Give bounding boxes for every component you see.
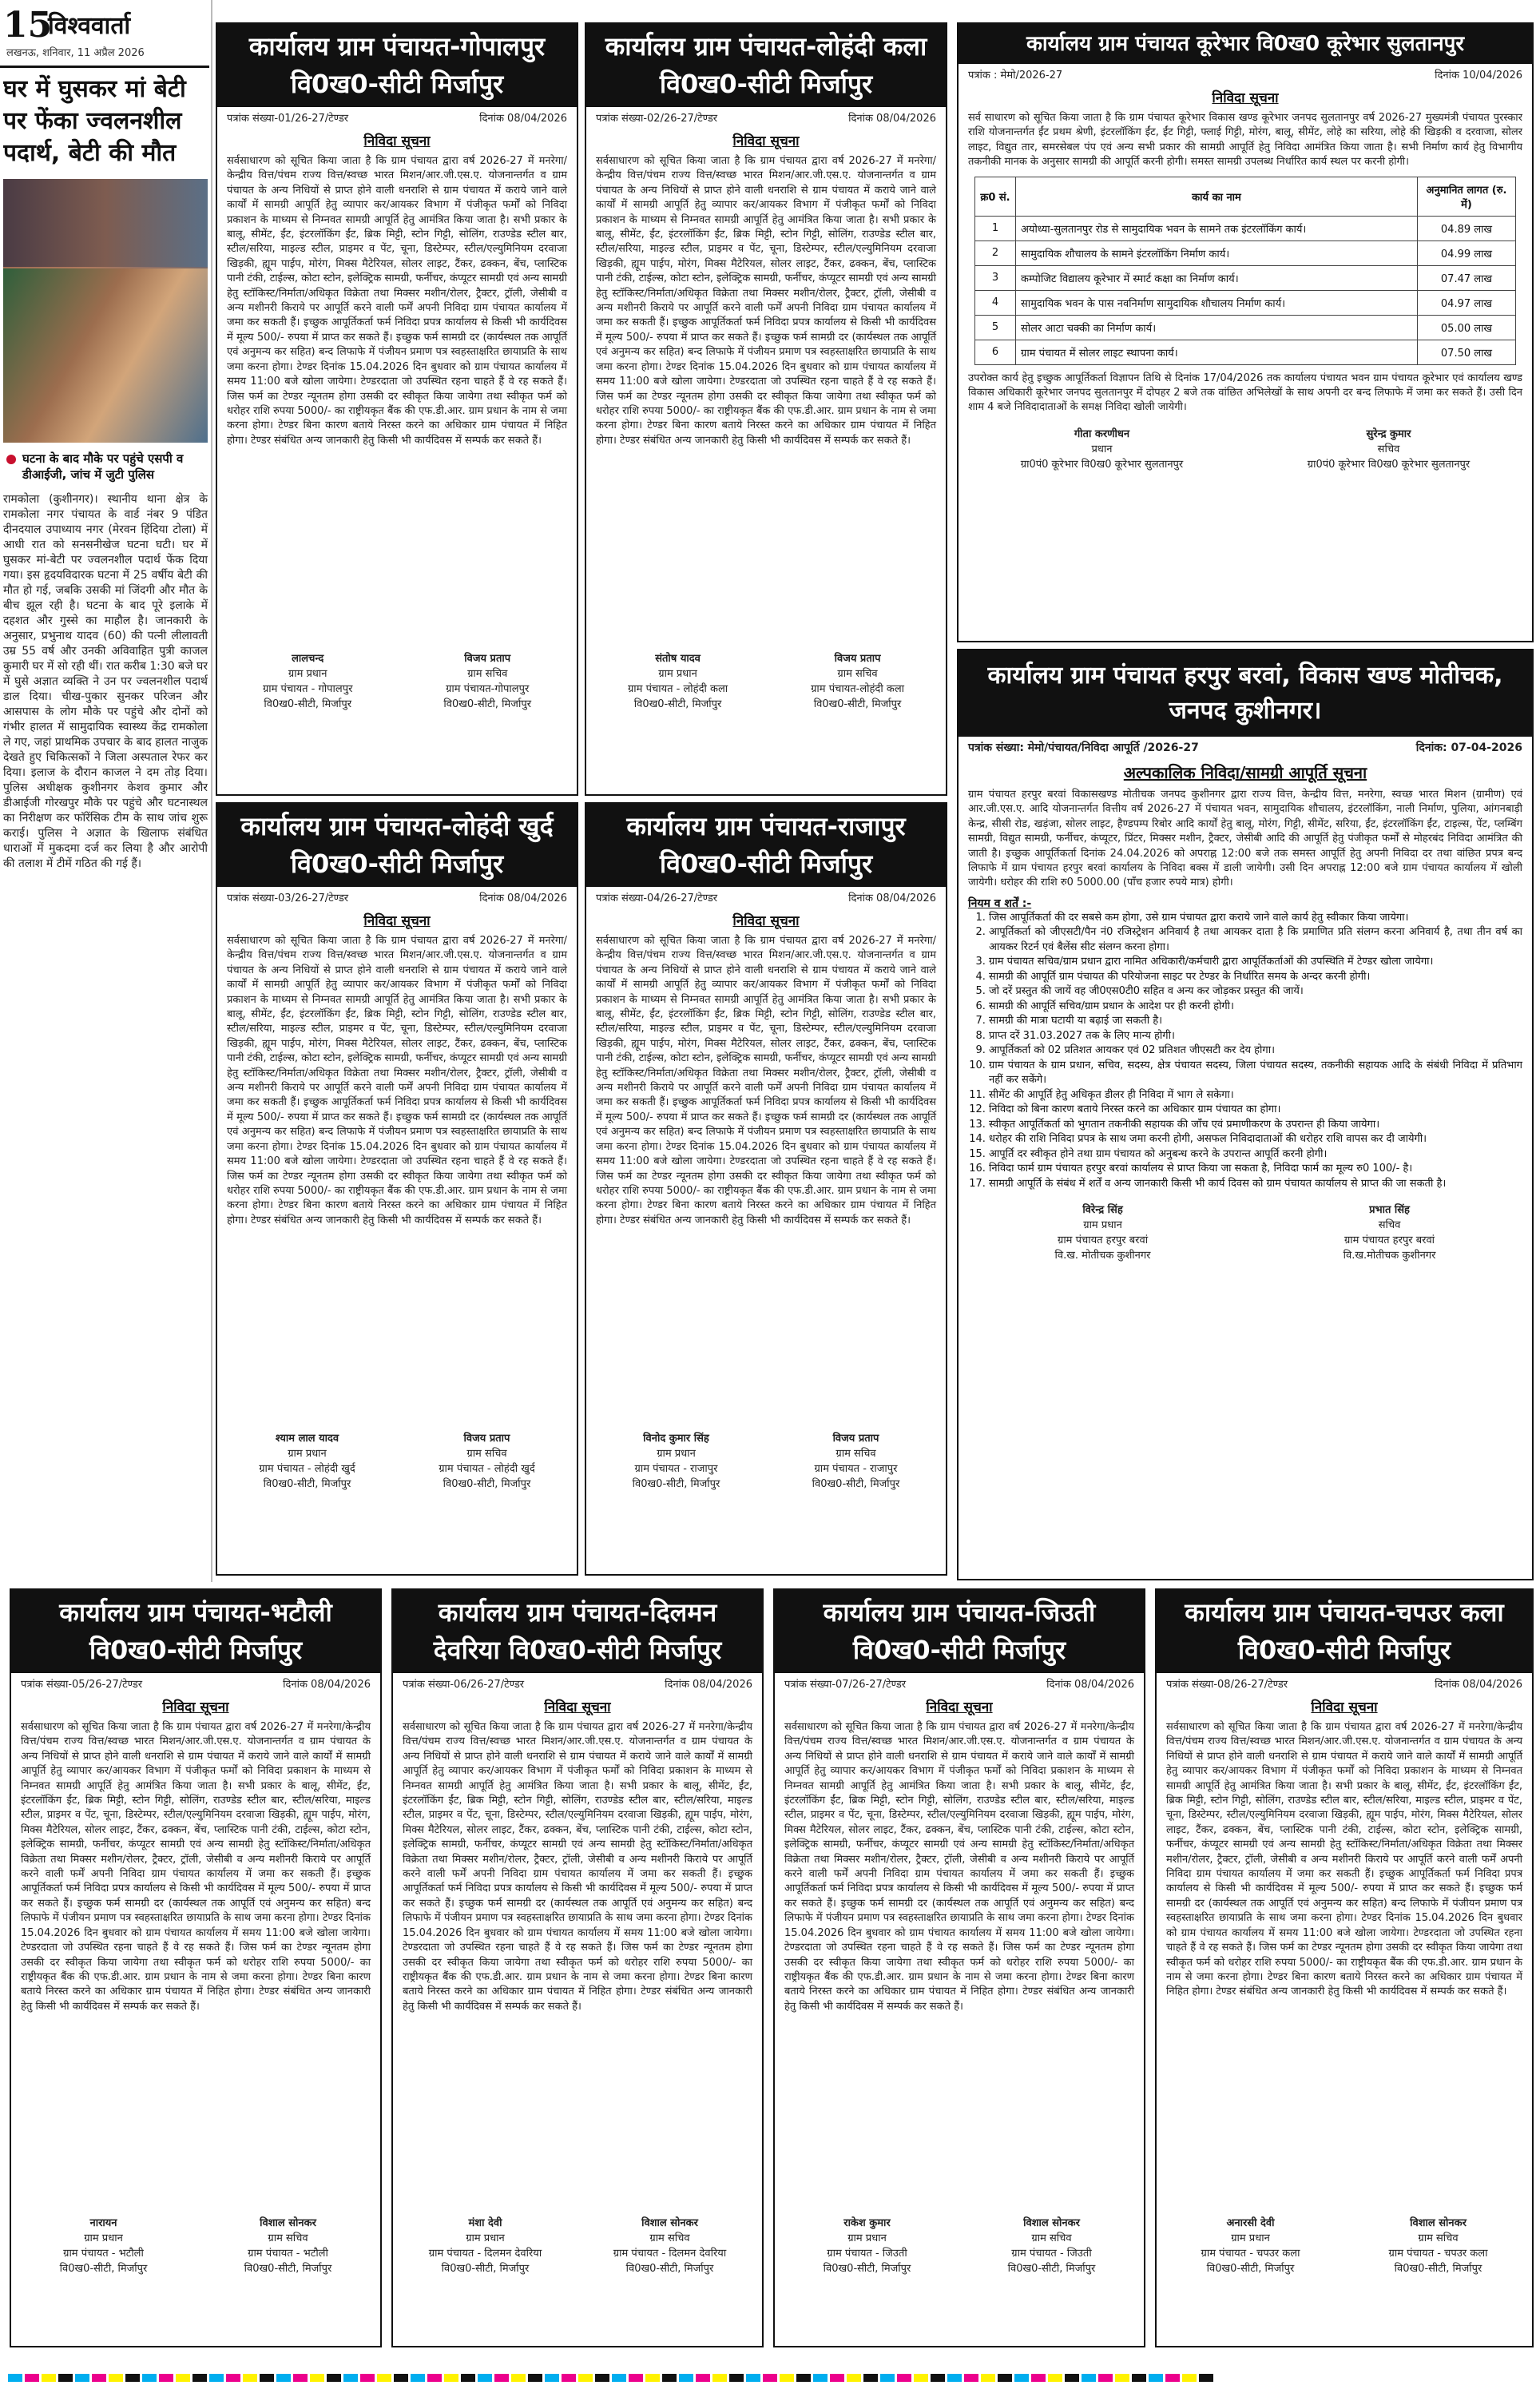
- rule-item: 3. ग्राम पंचायत सचिव/ग्राम प्रधान द्वारा नामित अधिकारी/कर्मचारी द्वारा आपूर्तिकर्ताओं की उपस्थिति में टेण्डर खोला जायेगा।: [989, 955, 1522, 970]
- notice-date: दिनांक 08/04/2026: [479, 113, 567, 125]
- notice-ref: पत्रांक संख्या-05/26-27/टेण्डर: [21, 1679, 143, 1691]
- kurebhar-intro: सर्व साधारण को सूचित किया जाता है कि ग्राम पंचायत कूरेभार विकास खण्ड कूरेभार जनपद सुलतानपुर वर्ष 2026-27 मुख्यमंत्री पंचायत पुरस्कार राशि योजनान्तर्गत ईंट प्रथम श्रेणी, इंटरलॉकिंग ईंट, ईंट गिट्टी, फ्लाई गिट्टी, मोरंग, बालू, सीमेंट, लोहे का सरिया, लोहे की खिड़की व दरवाजा, सोलर लाइट, विद्युत तार, समरसेबल पंप एवं अन्य सभी प्रकार की सामग्री आपूर्ति हेतु निविदा आमंत्रित किया जाता है। सभी निर्माण कार्य हेतु विभागीय तकनीकी मानक के अनुसार सामग्री की आपूर्ति करनी होगी। समस्त सामग्री उपलब्ध निर्धारित कार्य स्थल पर करनी होगी।: [968, 112, 1522, 169]
- color-swatch: [1031, 2374, 1046, 2382]
- color-swatch: [243, 2374, 257, 2382]
- signature-sachiv: विशाल सोनकर ग्राम सचिव ग्राम पंचायत - जिउती वि0ख0-सीटी, मिर्जापुर: [1007, 2217, 1096, 2275]
- notice-subtitle: वि0ख0-सीटी मिर्जापुर: [217, 845, 577, 887]
- harpur-signatures: [959, 1202, 1532, 1263]
- masthead-rule: [0, 66, 209, 68]
- rule-item: 13. स्वीकृत आपूर्तिकर्ता को भुगतान तकनीकी सहायक की जाँच एवं प्रमाणीकरण के उपरान्त ही किया जायेगा।: [989, 1118, 1522, 1133]
- color-swatch: [8, 2374, 22, 2382]
- works-table-row: [975, 265, 1516, 290]
- color-swatch: [696, 2374, 710, 2382]
- notice-signatures: [11, 2216, 380, 2276]
- color-swatch: [746, 2374, 760, 2382]
- notice-date: दिनांक 08/04/2026: [1046, 1679, 1134, 1691]
- estimated-cost: 05.00 लाख: [1418, 315, 1516, 340]
- work-name: सोलर आटा चक्की का निर्माण कार्य।: [1016, 315, 1418, 340]
- lead-photo: [3, 179, 208, 443]
- kurebhar-sub: निविदा सूचना: [1212, 90, 1279, 106]
- notice-body: सर्वसाधारण को सूचित किया जाता है कि ग्राम पंचायत द्वारा वर्ष 2026-27 में मनरेगा/केन्द्रीय वित्त/पंचम राज्य वित्त/स्वच्छ भारत मिशन/आर.जी.एस.ए. योजनान्तर्गत व ग्राम पंचायत के अन्य निधियों से प्राप्त होने वाली धनराशि से ग्राम पंचायत में कराये जाने वाले कार्यों में सामग्री आपूर्ति हेतु व्यापार कर/आयकर विभाग में पंजीकृत फर्मों को निविदा प्रकाशन के माध्यम से निम्नवत सामग्री आपूर्ति हेतु आमंत्रित किया जाता है। सभी प्रकार के बालू, सीमेंट, ईंट, इंटरलॉकिंग ईंट, ब्रिक मिट्टी, स्टोन गिट्टी, सोलिंग, राउण्डेड स्टील बार, स्टील/सरिया, माइल्ड स्टील, प्राइमर व पेंट, चूना, डिस्टेम्पर, स्टील/एल्युमिनियम दरवाजा खिड़की, ह्यूम पाईप, मोरंग, मिक्स मैटेरियल, सोलर लाइट, टैंकर, ढक्कन, बेंच, प्लास्टिक पानी टंकी, टाईल्स, कोटा स्टोन, इलेक्ट्रिक सामग्री, फर्नीचर, कंप्यूटर सामग्री एवं अन्य सामग्री हेतु स्टॉकिस्ट/निर्माता/अधिकृत विक्रेता तथा मिक्सर मशीन/रोलर, ट्रैक्टर, ट्रॉली, जेसीबी व अन्य मशीनरी किराये पर आपूर्ति करने वाली फर्में अपनी निविदा ग्राम पंचायत कार्यालय में जमा कर सकती हैं। इच्छुक आपूर्तिकर्ता फर्म निविदा प्रपत्र कार्यालय से किसी भी कार्यदिवस में मूल्य 500/- रुपया में प्राप्त कर सकते हैं। इच्छुक फर्म सामग्री दर (कार्यस्थल तक आपूर्ति एवं अनुमन्य कर सहित) बन्द लिफाफे में पंजीयन प्रमाण पत्र स्वहस्ताक्षरित छायाप्रति के साथ जमा करना होगा। टेण्डर दिनांक 15.04.2026 दिन बुधवार को ग्राम पंचायत कार्यालय में समय 11:00 बजे खोला जायेगा। टेण्डरदाता जो उपस्थित रहना चाहते हैं वे रह सकते हैं। जिस फर्म का टेण्डर न्यूनतम होगा उसकी दर स्वीकृत किया जायेगा तथा स्वीकृत फर्म को धरोहर राशि रुपया 5000/- का राष्ट्रीयकृत बैंक की एफ.डी.आर. ग्राम प्रधान के नाम से जमा करना होगा। टेण्डर बिना कारण बताये निरस्त करने का अधिकार ग्राम पंचायत में निहित होगा। टेण्डर संबंधित अन्य जानकारी हेतु किसी भी कार्यदिवस में सम्पर्क कर सकते हैं।: [21, 1721, 371, 2013]
- rule-item: 12. निविदा को बिना कारण बताये निरस्त करने का अधिकार ग्राम पंचायत का होगा।: [989, 1103, 1522, 1118]
- notice-ref: पत्रांक संख्या-03/26-27/टेण्डर: [227, 892, 349, 904]
- color-swatch: [192, 2374, 207, 2382]
- harpur-meta: [959, 737, 1532, 758]
- color-swatch: [159, 2374, 173, 2382]
- color-swatch: [327, 2374, 341, 2382]
- signature-sachiv: विशाल सोनकर ग्राम सचिव ग्राम पंचायत - भटौली वि0ख0-सीटी, मिर्जापुर: [244, 2217, 332, 2275]
- photo-caption: घटना के बाद मौके पर पहुंचे एसपी व डीआईजी, जांच में जुटी पुलिस: [22, 451, 184, 482]
- color-swatch: [880, 2374, 895, 2382]
- work-name: ग्राम पंचायत में सोलर लाइट स्थापना कार्य।: [1016, 340, 1418, 364]
- estimated-cost: 07.50 लाख: [1418, 340, 1516, 364]
- color-swatch: [58, 2374, 73, 2382]
- harpur-title: कार्यालय ग्राम पंचायत हरपुर बरवां, विकास खण्ड मोतीचक, जनपद कुशीनगर।: [959, 650, 1532, 737]
- rules-list: [968, 911, 1522, 1192]
- notice-ref: पत्रांक संख्या-06/26-27/टेण्डर: [403, 1679, 525, 1691]
- notice-bhatauli: [10, 1588, 382, 2347]
- notice-body: सर्वसाधारण को सूचित किया जाता है कि ग्राम पंचायत द्वारा वर्ष 2026-27 में मनरेगा/केन्द्रीय वित्त/पंचम राज्य वित्त/स्वच्छ भारत मिशन/आर.जी.एस.ए. योजनान्तर्गत व ग्राम पंचायत के अन्य निधियों से प्राप्त होने वाली धनराशि से ग्राम पंचायत में कराये जाने वाले कार्यों में सामग्री आपूर्ति हेतु व्यापार कर/आयकर विभाग में पंजीकृत फर्मों को निविदा प्रकाशन के माध्यम से निम्नवत सामग्री आपूर्ति हेतु आमंत्रित किया जाता है। सभी प्रकार के बालू, सीमेंट, ईंट, इंटरलॉकिंग ईंट, ब्रिक मिट्टी, स्टोन गिट्टी, सोलिंग, राउण्डेड स्टील बार, स्टील/सरिया, माइल्ड स्टील, प्राइमर व पेंट, चूना, डिस्टेम्पर, स्टील/एल्युमिनियम दरवाजा खिड़की, ह्यूम पाईप, मोरंग, मिक्स मैटेरियल, सोलर लाइट, टैंकर, ढक्कन, बेंच, प्लास्टिक पानी टंकी, टाईल्स, कोटा स्टोन, इलेक्ट्रिक सामग्री, फर्नीचर, कंप्यूटर सामग्री एवं अन्य सामग्री हेतु स्टॉकिस्ट/निर्माता/अधिकृत विक्रेता तथा मिक्सर मशीन/रोलर, ट्रैक्टर, ट्रॉली, जेसीबी व अन्य मशीनरी किराये पर आपूर्ति करने वाली फर्में अपनी निविदा ग्राम पंचायत कार्यालय में जमा कर सकती हैं। इच्छुक आपूर्तिकर्ता फर्म निविदा प्रपत्र कार्यालय से किसी भी कार्यदिवस में मूल्य 500/- रुपया में प्राप्त कर सकते हैं। इच्छुक फर्म सामग्री दर (कार्यस्थल तक आपूर्ति एवं अनुमन्य कर सहित) बन्द लिफाफे में पंजीयन प्रमाण पत्र स्वहस्ताक्षरित छायाप्रति के साथ जमा करना होगा। टेण्डर दिनांक 15.04.2026 दिन बुधवार को ग्राम पंचायत कार्यालय में समय 11:00 बजे खोला जायेगा। टेण्डरदाता जो उपस्थित रहना चाहते हैं वे रह सकते हैं। जिस फर्म का टेण्डर न्यूनतम होगा उसकी दर स्वीकृत किया जायेगा तथा स्वीकृत फर्म को धरोहर राशि रुपया 5000/- का राष्ट्रीयकृत बैंक की एफ.डी.आर. ग्राम प्रधान के नाम से जमा करना होगा। टेण्डर बिना कारण बताये निरस्त करने का अधिकार ग्राम पंचायत में निहित होगा। टेण्डर संबंधित अन्य जानकारी हेतु किसी भी कार्यदिवस में सम्पर्क कर सकते हैं।: [1166, 1721, 1522, 1998]
- signature-sachiv: सुरेन्द्र कुमार सचिव ग्रा0पं0 कूरेभार वि0ख0 कूरेभार सुलतानपुर: [1307, 427, 1471, 471]
- signature-sachiv: विजय प्रताप ग्राम सचिव ग्राम पंचायत - राजापुर वि0ख0-सीटी, मिर्जापुर: [812, 1433, 900, 1490]
- color-swatch: [931, 2374, 945, 2382]
- color-swatch: [780, 2374, 794, 2382]
- notice-signatures: [217, 651, 577, 712]
- color-swatch: [578, 2374, 593, 2382]
- color-swatch: [511, 2374, 526, 2382]
- notice-ref: पत्रांक संख्या-07/26-27/टेण्डर: [784, 1679, 907, 1691]
- signature-pradhan: अनारसी देवी ग्राम प्रधान ग्राम पंचायत - चपउर कला वि0ख0-सीटी, मिर्जापुर: [1201, 2217, 1300, 2275]
- row-number: 4: [975, 290, 1016, 315]
- notice-body: सर्वसाधारण को सूचित किया जाता है कि ग्राम पंचायत द्वारा वर्ष 2026-27 में मनरेगा/केन्द्रीय वित्त/पंचम राज्य वित्त/स्वच्छ भारत मिशन/आर.जी.एस.ए. योजनान्तर्गत व ग्राम पंचायत के अन्य निधियों से प्राप्त होने वाली धनराशि से ग्राम पंचायत में कराये जाने वाले कार्यों में सामग्री आपूर्ति हेतु व्यापार कर/आयकर विभाग में पंजीकृत फर्मों को निविदा प्रकाशन के माध्यम से निम्नवत सामग्री आपूर्ति हेतु आमंत्रित किया जाता है। सभी प्रकार के बालू, सीमेंट, ईंट, इंटरलॉकिंग ईंट, ब्रिक मिट्टी, स्टोन गिट्टी, सोलिंग, राउण्डेड स्टील बार, स्टील/सरिया, माइल्ड स्टील, प्राइमर व पेंट, चूना, डिस्टेम्पर, स्टील/एल्युमिनियम दरवाजा खिड़की, ह्यूम पाईप, मोरंग, मिक्स मैटेरियल, सोलर लाइट, टैंकर, ढक्कन, बेंच, प्लास्टिक पानी टंकी, टाईल्स, कोटा स्टोन, इलेक्ट्रिक सामग्री, फर्नीचर, कंप्यूटर सामग्री एवं अन्य सामग्री हेतु स्टॉकिस्ट/निर्माता/अधिकृत विक्रेता तथा मिक्सर मशीन/रोलर, ट्रैक्टर, ट्रॉली, जेसीबी व अन्य मशीनरी किराये पर आपूर्ति करने वाली फर्में अपनी निविदा ग्राम पंचायत कार्यालय में जमा कर सकती हैं। इच्छुक आपूर्तिकर्ता फर्म निविदा प्रपत्र कार्यालय से किसी भी कार्यदिवस में मूल्य 500/- रुपया में प्राप्त कर सकते हैं। इच्छुक फर्म सामग्री दर (कार्यस्थल तक आपूर्ति एवं अनुमन्य कर सहित) बन्द लिफाफे में पंजीयन प्रमाण पत्र स्वहस्ताक्षरित छायाप्रति के साथ जमा करना होगा। टेण्डर दिनांक 15.04.2026 दिन बुधवार को ग्राम पंचायत कार्यालय में समय 11:00 बजे खोला जायेगा। टेण्डरदाता जो उपस्थित रहना चाहते हैं वे रह सकते हैं। जिस फर्म का टेण्डर न्यूनतम होगा उसकी दर स्वीकृत किया जायेगा तथा स्वीकृत फर्म को धरोहर राशि रुपया 5000/- का राष्ट्रीयकृत बैंक की एफ.डी.आर. ग्राम प्रधान के नाम से जमा करना होगा। टेण्डर बिना कारण बताये निरस्त करने का अधिकार ग्राम पंचायत में निहित होगा। टेण्डर संबंधित अन्य जानकारी हेतु किसी भी कार्यदिवस में सम्पर्क कर सकते हैं।: [227, 935, 567, 1226]
- color-swatch: [712, 2374, 727, 2382]
- notice-meta: [586, 107, 946, 128]
- notice-subtitle: देवरिया वि0ख0-सीटी मिर्जापुर: [393, 1632, 762, 1673]
- color-swatch: [545, 2374, 559, 2382]
- works-table: [974, 177, 1516, 365]
- bullet-icon: [6, 455, 16, 464]
- color-swatch: [528, 2374, 542, 2382]
- works-table-row: [975, 315, 1516, 340]
- lead-body: रामकोला (कुशीनगर)। स्थानीय थाना क्षेत्र के रामकोला नगर पंचायत के वार्ड नंबर 9 पंडित दीनदयाल उपाध्याय नगर (मेरवन हिंदिया टोला) में आधी रात को सनसनीखेज घटना घटी। घर में घुसकर मां-बेटी पर ज्वलनशील पदार्थ फेंक दिया गया। इस हृदयविदारक घटना में 25 वर्षीय बेटी की मौत हो गई, जबकि उसकी मां जिंदगी और मौत के बीच झूल रही है। घटना के बाद पूरे इलाके में दहशत और गुस्से का माहौल है। जानकारी के अनुसार, प्रभुनाथ यादव (60) की पत्नी लीलावती उम्र 55 वर्ष और उनकी अविवाहित पुत्री काजल कुमारी घर में सो रही थीं। रात करीब 1:30 बजे घर में घुसे अज्ञात व्यक्ति ने उन पर ज्वलनशील पदार्थ डाल दिया। चीख-पुकार सुनकर परिजन और आसपास के लोग मौके पर पहुंचे और दोनों को गंभीर हालत में सामुदायिक स्वास्थ्य केंद्र रामकोला ले गए, जहां प्राथमिक उपचार के बाद हालत नाजुक देखते हुए चिकित्सकों ने जिला अस्पताल रेफर कर दिया। इलाज के दौरान काजल ने दम तोड़ दिया। पुलिस अधीक्षक कुशीनगर केशव कुमार और डीआईजी गोरखपुर मौके पर पहुंचे और घटनास्थल का निरीक्षण कर फॉरेंसिक टीम के साथ जांच शुरू कराई। पुलिस ने अज्ञात के खिलाफ संबंधित धाराओं में मुकदमा दर्ज कर लिया है और आरोपी की तलाश में टीमें गठित की गई हैं।: [3, 493, 208, 870]
- notice-gopalpur: [216, 22, 578, 796]
- color-swatch: [1098, 2374, 1113, 2382]
- signature-pradhan: लालचन्द ग्राम प्रधान ग्राम पंचायत - गोपालपुर वि0ख0-सीटी, मिर्जापुर: [262, 653, 353, 710]
- color-swatch: [595, 2374, 609, 2382]
- notice-lohandi-kala: [585, 22, 947, 796]
- color-swatch: [964, 2374, 978, 2382]
- notice-date: दिनांक 08/04/2026: [283, 1679, 371, 1691]
- notice-meta: [1157, 1673, 1532, 1694]
- notice-body: सर्वसाधारण को सूचित किया जाता है कि ग्राम पंचायत द्वारा वर्ष 2026-27 में मनरेगा/केन्द्रीय वित्त/पंचम राज्य वित्त/स्वच्छ भारत मिशन/आर.जी.एस.ए. योजनान्तर्गत व ग्राम पंचायत के अन्य निधियों से प्राप्त होने वाली धनराशि से ग्राम पंचायत में कराये जाने वाले कार्यों में सामग्री आपूर्ति हेतु व्यापार कर/आयकर विभाग में पंजीकृत फर्मों को निविदा प्रकाशन के माध्यम से निम्नवत सामग्री आपूर्ति हेतु आमंत्रित किया जाता है। सभी प्रकार के बालू, सीमेंट, ईंट, इंटरलॉकिंग ईंट, ब्रिक मिट्टी, स्टोन गिट्टी, सोलिंग, राउण्डेड स्टील बार, स्टील/सरिया, माइल्ड स्टील, प्राइमर व पेंट, चूना, डिस्टेम्पर, स्टील/एल्युमिनियम दरवाजा खिड़की, ह्यूम पाईप, मोरंग, मिक्स मैटेरियल, सोलर लाइट, टैंकर, ढक्कन, बेंच, प्लास्टिक पानी टंकी, टाईल्स, कोटा स्टोन, इलेक्ट्रिक सामग्री, फर्नीचर, कंप्यूटर सामग्री एवं अन्य सामग्री हेतु स्टॉकिस्ट/निर्माता/अधिकृत विक्रेता तथा मिक्सर मशीन/रोलर, ट्रैक्टर, ट्रॉली, जेसीबी व अन्य मशीनरी किराये पर आपूर्ति करने वाली फर्में अपनी निविदा ग्राम पंचायत कार्यालय में जमा कर सकती हैं। इच्छुक आपूर्तिकर्ता फर्म निविदा प्रपत्र कार्यालय से किसी भी कार्यदिवस में मूल्य 500/- रुपया में प्राप्त कर सकते हैं। इच्छुक फर्म सामग्री दर (कार्यस्थल तक आपूर्ति एवं अनुमन्य कर सहित) बन्द लिफाफे में पंजीयन प्रमाण पत्र स्वहस्ताक्षरित छायाप्रति के साथ जमा करना होगा। टेण्डर दिनांक 15.04.2026 दिन बुधवार को ग्राम पंचायत कार्यालय में समय 11:00 बजे खोला जायेगा। टेण्डरदाता जो उपस्थित रहना चाहते हैं वे रह सकते हैं। जिस फर्म का टेण्डर न्यूनतम होगा उसकी दर स्वीकृत किया जायेगा तथा स्वीकृत फर्म को धरोहर राशि रुपया 5000/- का राष्ट्रीयकृत बैंक की एफ.डी.आर. ग्राम प्रधान के नाम से जमा करना होगा। टेण्डर बिना कारण बताये निरस्त करने का अधिकार ग्राम पंचायत में निहित होगा। टेण्डर संबंधित अन्य जानकारी हेतु किसी भी कार्यदिवस में सम्पर्क कर सकते हैं।: [596, 935, 936, 1226]
- rule-item: 7. सामग्री की मात्रा घटायी या बढ़ाई जा सकती है।: [989, 1014, 1522, 1029]
- notice-date: दिनांक 08/04/2026: [848, 113, 936, 125]
- color-swatch: [226, 2374, 240, 2382]
- color-swatch: [863, 2374, 878, 2382]
- page-number: 15: [3, 5, 53, 46]
- kurebhar-meta: [959, 64, 1532, 85]
- notice-meta: [775, 1673, 1144, 1694]
- rule-item: 14. धरोहर की राशि निविदा प्रपत्र के साथ जमा करनी होगी, असफल निविदादाताओं की धरोहर राशि वापस कर दी जायेगी।: [989, 1132, 1522, 1147]
- signature-sachiv: विजय प्रताप ग्राम सचिव ग्राम पंचायत-लोहंदी कला वि0ख0-सीटी, मिर्जापुर: [811, 653, 904, 710]
- signature-sachiv: विशाल सोनकर ग्राम सचिव ग्राम पंचायत - चपउर कला वि0ख0-सीटी, मिर्जापुर: [1388, 2217, 1488, 2275]
- photo-bottom-panel: [3, 268, 208, 443]
- notice-body: सर्वसाधारण को सूचित किया जाता है कि ग्राम पंचायत द्वारा वर्ष 2026-27 में मनरेगा/केन्द्रीय वित्त/पंचम राज्य वित्त/स्वच्छ भारत मिशन/आर.जी.एस.ए. योजनान्तर्गत व ग्राम पंचायत के अन्य निधियों से प्राप्त होने वाली धनराशि से ग्राम पंचायत में कराये जाने वाले कार्यों में सामग्री आपूर्ति हेतु व्यापार कर/आयकर विभाग में पंजीकृत फर्मों को निविदा प्रकाशन के माध्यम से निम्नवत सामग्री आपूर्ति हेतु आमंत्रित किया जाता है। सभी प्रकार के बालू, सीमेंट, ईंट, इंटरलॉकिंग ईंट, ब्रिक मिट्टी, स्टोन गिट्टी, सोलिंग, राउण्डेड स्टील बार, स्टील/सरिया, माइल्ड स्टील, प्राइमर व पेंट, चूना, डिस्टेम्पर, स्टील/एल्युमिनियम दरवाजा खिड़की, ह्यूम पाईप, मोरंग, मिक्स मैटेरियल, सोलर लाइट, टैंकर, ढक्कन, बेंच, प्लास्टिक पानी टंकी, टाईल्स, कोटा स्टोन, इलेक्ट्रिक सामग्री, फर्नीचर, कंप्यूटर सामग्री एवं अन्य सामग्री हेतु स्टॉकिस्ट/निर्माता/अधिकृत विक्रेता तथा मिक्सर मशीन/रोलर, ट्रैक्टर, ट्रॉली, जेसीबी व अन्य मशीनरी किराये पर आपूर्ति करने वाली फर्में अपनी निविदा ग्राम पंचायत कार्यालय में जमा कर सकती हैं। इच्छुक आपूर्तिकर्ता फर्म निविदा प्रपत्र कार्यालय से किसी भी कार्यदिवस में मूल्य 500/- रुपया में प्राप्त कर सकते हैं। इच्छुक फर्म सामग्री दर (कार्यस्थल तक आपूर्ति एवं अनुमन्य कर सहित) बन्द लिफाफे में पंजीयन प्रमाण पत्र स्वहस्ताक्षरित छायाप्रति के साथ जमा करना होगा। टेण्डर दिनांक 15.04.2026 दिन बुधवार को ग्राम पंचायत कार्यालय में समय 11:00 बजे खोला जायेगा। टेण्डरदाता जो उपस्थित रहना चाहते हैं वे रह सकते हैं। जिस फर्म का टेण्डर न्यूनतम होगा उसकी दर स्वीकृत किया जायेगा तथा स्वीकृत फर्म को धरोहर राशि रुपया 5000/- का राष्ट्रीयकृत बैंक की एफ.डी.आर. ग्राम प्रधान के नाम से जमा करना होगा। टेण्डर बिना कारण बताये निरस्त करने का अधिकार ग्राम पंचायत में निहित होगा। टेण्डर संबंधित अन्य जानकारी हेतु किसी भी कार्यदिवस में सम्पर्क कर सकते हैं।: [403, 1721, 752, 2013]
- estimated-cost: 04.99 लाख: [1418, 240, 1516, 265]
- works-table-row: [975, 290, 1516, 315]
- color-swatch: [1048, 2374, 1062, 2382]
- notice-title: कार्यालय ग्राम पंचायत-भटौली: [11, 1590, 380, 1632]
- works-table-row: [975, 216, 1516, 240]
- work-name: अयोध्या-सुलतानपुर रोड से सामुदायिक भवन के सामने तक इंटरलॉकिंग कार्य।: [1016, 216, 1418, 240]
- harpur-rules: [959, 891, 1532, 1192]
- color-swatch: [1182, 2374, 1197, 2382]
- notice-sub: निविदा सूचना: [363, 133, 431, 149]
- signature-pradhan: मंशा देवी ग्राम प्रधान ग्राम पंचायत - दिलमन देवरिया वि0ख0-सीटी, मिर्जापुर: [428, 2217, 542, 2275]
- color-swatch: [444, 2374, 458, 2382]
- notice-sub: निविदा सूचना: [926, 1699, 993, 1715]
- notice-sub: निविदा सूचना: [732, 133, 800, 149]
- harpur-date: दिनांक: 07-04-2026: [1415, 741, 1522, 754]
- harpur-ref: पत्रांक संख्या: मेमो/पंचायत/निविदा आपूर्ति /2026-27: [968, 741, 1199, 754]
- color-swatch: [394, 2374, 408, 2382]
- notice-sub: निविदा सूचना: [544, 1699, 611, 1715]
- color-swatch: [109, 2374, 123, 2382]
- kurebhar-table-wrap: [959, 170, 1532, 372]
- kurebhar-title: कार्यालय ग्राम पंचायत कूरेभार वि0ख0 कूरेभार सुलतानपुर: [959, 24, 1532, 64]
- notice-lohandi-khurd: [216, 802, 578, 1576]
- color-swatch: [1199, 2374, 1213, 2382]
- color-swatch: [729, 2374, 744, 2382]
- notice-rajapur: [585, 802, 947, 1576]
- color-swatch: [42, 2374, 56, 2382]
- estimated-cost: 07.47 लाख: [1418, 265, 1516, 290]
- color-swatch: [360, 2374, 375, 2382]
- rule-item: 2. आपूर्तिकर्ता को जीएसटी/पैन नं0 रजिस्ट्रेशन अनिवार्य है तथा आयकर दाता है कि प्रमाणित प्रति संलग्न करना अनिवार्य है, तथा तीन वर्ष का आयकर रिटर्न एवं बैलेंस सीट संलग्न करना होगा।: [989, 925, 1522, 955]
- color-swatch: [847, 2374, 861, 2382]
- notice-body: सर्वसाधारण को सूचित किया जाता है कि ग्राम पंचायत द्वारा वर्ष 2026-27 में मनरेगा/केन्द्रीय वित्त/पंचम राज्य वित्त/स्वच्छ भारत मिशन/आर.जी.एस.ए. योजनान्तर्गत व ग्राम पंचायत के अन्य निधियों से प्राप्त होने वाली धनराशि से ग्राम पंचायत में कराये जाने वाले कार्यों में सामग्री आपूर्ति हेतु व्यापार कर/आयकर विभाग में पंजीकृत फर्मों को निविदा प्रकाशन के माध्यम से निम्नवत सामग्री आपूर्ति हेतु आमंत्रित किया जाता है। सभी प्रकार के बालू, सीमेंट, ईंट, इंटरलॉकिंग ईंट, ब्रिक मिट्टी, स्टोन गिट्टी, सोलिंग, राउण्डेड स्टील बार, स्टील/सरिया, माइल्ड स्टील, प्राइमर व पेंट, चूना, डिस्टेम्पर, स्टील/एल्युमिनियम दरवाजा खिड़की, ह्यूम पाईप, मोरंग, मिक्स मैटेरियल, सोलर लाइट, टैंकर, ढक्कन, बेंच, प्लास्टिक पानी टंकी, टाईल्स, कोटा स्टोन, इलेक्ट्रिक सामग्री, फर्नीचर, कंप्यूटर सामग्री एवं अन्य सामग्री हेतु स्टॉकिस्ट/निर्माता/अधिकृत विक्रेता तथा मिक्सर मशीन/रोलर, ट्रैक्टर, ट्रॉली, जेसीबी व अन्य मशीनरी किराये पर आपूर्ति करने वाली फर्में अपनी निविदा ग्राम पंचायत कार्यालय में जमा कर सकती हैं। इच्छुक आपूर्तिकर्ता फर्म निविदा प्रपत्र कार्यालय से किसी भी कार्यदिवस में मूल्य 500/- रुपया में प्राप्त कर सकते हैं। इच्छुक फर्म सामग्री दर (कार्यस्थल तक आपूर्ति एवं अनुमन्य कर सहित) बन्द लिफाफे में पंजीयन प्रमाण पत्र स्वहस्ताक्षरित छायाप्रति के साथ जमा करना होगा। टेण्डर दिनांक 15.04.2026 दिन बुधवार को ग्राम पंचायत कार्यालय में समय 11:00 बजे खोला जायेगा। टेण्डरदाता जो उपस्थित रहना चाहते हैं वे रह सकते हैं। जिस फर्म का टेण्डर न्यूनतम होगा उसकी दर स्वीकृत किया जायेगा तथा स्वीकृत फर्म को धरोहर राशि रुपया 5000/- का राष्ट्रीयकृत बैंक की एफ.डी.आर. ग्राम प्रधान के नाम से जमा करना होगा। टेण्डर बिना कारण बताये निरस्त करने का अधिकार ग्राम पंचायत में निहित होगा। टेण्डर संबंधित अन्य जानकारी हेतु किसी भी कार्यदिवस में सम्पर्क कर सकते हैं।: [784, 1721, 1134, 2013]
- signature-sachiv: प्रभात सिंह सचिव ग्राम पंचायत हरपुर बरवां वि.ख.मोतीचक कुशीनगर: [1343, 1204, 1436, 1262]
- color-swatch: [494, 2374, 509, 2382]
- signature-sachiv: विजय प्रताप ग्राम सचिव ग्राम पंचायत-गोपालपुर वि0ख0-सीटी, मिर्जापुर: [443, 653, 532, 710]
- notice-meta: [586, 887, 946, 908]
- color-swatch: [1149, 2374, 1163, 2382]
- signature-pradhan: संतोष यादव ग्राम प्रधान ग्राम पंचायत - लोहंदी कला वि0ख0-सीटी, मिर्जापुर: [627, 653, 728, 710]
- notice-sub: निविदा सूचना: [732, 913, 800, 929]
- notice-signatures: [217, 1431, 577, 1492]
- color-swatch: [645, 2374, 660, 2382]
- notice-subtitle: वि0ख0-सीटी मिर्जापुर: [217, 66, 577, 107]
- rule-item: 9. आपूर्तिकर्ता को 02 प्रतिशत आयकर एवं 02 प्रतिशत जीएसटी कर देय होगा।: [989, 1043, 1522, 1059]
- color-swatch: [562, 2374, 576, 2382]
- color-swatch: [411, 2374, 425, 2382]
- color-swatch: [914, 2374, 928, 2382]
- color-swatch: [92, 2374, 106, 2382]
- notice-signatures: [586, 1431, 946, 1492]
- signature-pradhan: राकेश कुमार ग्राम प्रधान ग्राम पंचायत - जिउती वि0ख0-सीटी, मिर्जापुर: [823, 2217, 911, 2275]
- color-swatch: [209, 2374, 224, 2382]
- newspaper-brand: विश्ववार्ता: [48, 12, 131, 40]
- color-swatch: [612, 2374, 626, 2382]
- notice-date: दिनांक 08/04/2026: [1435, 1679, 1522, 1691]
- photo-caption-row: [3, 451, 208, 483]
- rule-item: 6. सामग्री की आपूर्ति सचिव/ग्राम प्रधान के आदेश पर ही करनी होगी।: [989, 1000, 1522, 1015]
- color-swatch: [1132, 2374, 1146, 2382]
- row-number: 1: [975, 216, 1016, 240]
- color-swatch: [75, 2374, 89, 2382]
- color-swatch: [947, 2374, 962, 2382]
- kurebhar-signatures: [959, 427, 1532, 472]
- signature-pradhan: नारायन ग्राम प्रधान ग्राम पंचायत - भटौली वि0ख0-सीटी, मिर्जापुर: [59, 2217, 148, 2275]
- notice-chapaur-kala: [1155, 1588, 1534, 2347]
- rule-item: 4. सामग्री की आपूर्ति ग्राम पंचायत की परियोजना साइट पर टेण्डर के निर्धारित समय के अन्दर करनी होगी।: [989, 970, 1522, 985]
- color-swatch: [1115, 2374, 1129, 2382]
- kurebhar-outro: उपरोक्त कार्य हेतु इच्छुक आपूर्तिकर्ता विज्ञापन तिथि से दिनांक 17/04/2026 तक कार्यालय पंचायत भवन ग्राम पंचायत कूरेभार एवं कार्यालय खण्ड विकास अधिकारी कूरेभार जनपद सुलतानपुर में दोपहर 2 बजे तक वांछित अभिलेखों के साथ अपनी दर बन्द लिफाफे में जमा कर सकते हैं। उसी दिन शाम 4 बजे निविदादाताओं के समक्ष निविदा खोली जायेगी।: [968, 372, 1522, 414]
- notice-ref: पत्रांक संख्या-01/26-27/टेण्डर: [227, 113, 349, 125]
- color-swatch: [1082, 2374, 1096, 2382]
- signature-pradhan: विरेन्द्र सिंह ग्राम प्रधान ग्राम पंचायत हरपुर बरवां वि.ख. मोतीचक कुशीनगर: [1054, 1204, 1151, 1262]
- rule-item: 10. ग्राम पंचायत के ग्राम प्रधान, सचिव, सदस्य, क्षेत्र पंचायत सदस्य, जिला पंचायत सदस्य, तकनीकी सहायक आदि के संबंधी निविदा में प्रतिभाग नहीं कर सकेंगे।: [989, 1059, 1522, 1088]
- color-swatch: [796, 2374, 811, 2382]
- color-swatch: [679, 2374, 693, 2382]
- notice-body: सर्वसाधारण को सूचित किया जाता है कि ग्राम पंचायत द्वारा वर्ष 2026-27 में मनरेगा/केन्द्रीय वित्त/पंचम राज्य वित्त/स्वच्छ भारत मिशन/आर.जी.एस.ए. योजनान्तर्गत व ग्राम पंचायत के अन्य निधियों से प्राप्त होने वाली धनराशि से ग्राम पंचायत में कराये जाने वाले कार्यों में सामग्री आपूर्ति हेतु व्यापार कर/आयकर विभाग में पंजीकृत फर्मों को निविदा प्रकाशन के माध्यम से निम्नवत सामग्री आपूर्ति हेतु आमंत्रित किया जाता है। सभी प्रकार के बालू, सीमेंट, ईंट, इंटरलॉकिंग ईंट, ब्रिक मिट्टी, स्टोन गिट्टी, सोलिंग, राउण्डेड स्टील बार, स्टील/सरिया, माइल्ड स्टील, प्राइमर व पेंट, चूना, डिस्टेम्पर, स्टील/एल्युमिनियम दरवाजा खिड़की, ह्यूम पाईप, मोरंग, मिक्स मैटेरियल, सोलर लाइट, टैंकर, ढक्कन, बेंच, प्लास्टिक पानी टंकी, टाईल्स, कोटा स्टोन, इलेक्ट्रिक सामग्री, फर्नीचर, कंप्यूटर सामग्री एवं अन्य सामग्री हेतु स्टॉकिस्ट/निर्माता/अधिकृत विक्रेता तथा मिक्सर मशीन/रोलर, ट्रैक्टर, ट्रॉली, जेसीबी व अन्य मशीनरी किराये पर आपूर्ति करने वाली फर्में अपनी निविदा ग्राम पंचायत कार्यालय में जमा कर सकती हैं। इच्छुक आपूर्तिकर्ता फर्म निविदा प्रपत्र कार्यालय से किसी भी कार्यदिवस में मूल्य 500/- रुपया में प्राप्त कर सकते हैं। इच्छुक फर्म सामग्री दर (कार्यस्थल तक आपूर्ति एवं अनुमन्य कर सहित) बन्द लिफाफे में पंजीयन प्रमाण पत्र स्वहस्ताक्षरित छायाप्रति के साथ जमा करना होगा। टेण्डर दिनांक 15.04.2026 दिन बुधवार को ग्राम पंचायत कार्यालय में समय 11:00 बजे खोला जायेगा। टेण्डरदाता जो उपस्थित रहना चाहते हैं वे रह सकते हैं। जिस फर्म का टेण्डर न्यूनतम होगा उसकी दर स्वीकृत किया जायेगा तथा स्वीकृत फर्म को धरोहर राशि रुपया 5000/- का राष्ट्रीयकृत बैंक की एफ.डी.आर. ग्राम प्रधान के नाम से जमा करना होगा। टेण्डर बिना कारण बताये निरस्त करने का अधिकार ग्राम पंचायत में निहित होगा। टेण्डर संबंधित अन्य जानकारी हेतु किसी भी कार्यदिवस में सम्पर्क कर सकते हैं।: [596, 155, 936, 447]
- notice-sub: निविदा सूचना: [1311, 1699, 1378, 1715]
- color-swatch: [1165, 2374, 1180, 2382]
- notice-subtitle: वि0ख0-सीटी मिर्जापुर: [586, 66, 946, 107]
- harpur-intro: ग्राम पंचायत हरपुर बरवां विकासखण्ड मोतीचक जनपद कुशीनगर द्वारा राज्य वित्त, केन्द्रीय वित्त, मनरेगा, स्वच्छ भारत मिशन (ग्रामीण) एवं आर.जी.एस.ए. आदि योजनान्तर्गत वित्तीय वर्ष 2026-27 में पंचायत भवन, सामुदायिक शौचालय, इंटरलॉकिंग, नाली निर्माण, पुलिया, आंगनबाड़ी केन्द्र, सीसी रोड, खड़ंजा, सोलर लाइट, हैण्डपम्प रिबोर आदि कार्यों हेतु बालू, मोरंग, गिट्टी, सीमेंट, सरिया, ईंट, इंटरलॉकिंग ईंट, टाइल्स, पेंट, प्लम्बिंग सामग्री, विद्युत सामग्री, फर्नीचर, कंप्यूटर, प्रिंटर, मिक्सर मशीन, ट्रैक्टर, जेसीबी आदि की आपूर्ति हेतु पंजीकृत फर्मों से मोहरबंद निविदा आमंत्रित की जाती है। इच्छुक आपूर्तिकर्ता दिनांक 24.04.2026 को अपराह्न 12:00 बजे तक समस्त आपूर्ति हेतु अपनी निविदा दर तथा वांछित प्रपत्र बन्द लिफाफे में ग्राम पंचायत हरपुर बरवां कार्यालय के निविदा बक्स में डाली जायेगी। उसी दिन अपराह्न 12:00 बजे ग्राम पंचायत कार्यालय में खोली जायेगी। धरोहर की राशि रु0 5000.00 (पाँच हजार रुपये मात्र) होगी।: [968, 789, 1522, 889]
- color-swatch: [142, 2374, 157, 2382]
- notice-signatures: [1157, 2216, 1532, 2276]
- notice-subtitle: वि0ख0-सीटी मिर्जापुर: [586, 845, 946, 887]
- color-swatch: [478, 2374, 492, 2382]
- notice-title: कार्यालय ग्राम पंचायत-लोहंदी खुर्द: [217, 804, 577, 845]
- estimated-cost: 04.89 लाख: [1418, 216, 1516, 240]
- work-name: सामुदायिक भवन के पास नवनिर्माण सामुदायिक शौचालय निर्माण कार्य।: [1016, 290, 1418, 315]
- color-swatch: [293, 2374, 308, 2382]
- notice-jiuti: [773, 1588, 1145, 2347]
- works-table-row: [975, 240, 1516, 265]
- rule-item: 1. जिस आपूर्तिकर्ता की दर सबसे कम होगा, उसे ग्राम पंचायत द्वारा कराये जाने वाले कार्य हेतु स्वीकार किया जायेगा।: [989, 911, 1522, 926]
- color-swatch: [629, 2374, 643, 2382]
- color-swatch: [176, 2374, 190, 2382]
- notice-signatures: [775, 2216, 1144, 2276]
- rule-item: 16. निविदा फार्म ग्राम पंचायत हरपुर बरवां कार्यालय से प्राप्त किया जा सकता है, निविदा फार्म का मूल्य रु0 100/- है।: [989, 1162, 1522, 1177]
- color-swatch: [763, 2374, 777, 2382]
- notice-dilman-devariya: [391, 1588, 764, 2347]
- kurebhar-ref: पत्रांक : मेमो/2026-27: [968, 70, 1063, 81]
- color-swatch: [377, 2374, 391, 2382]
- notice-meta: [217, 107, 577, 128]
- row-number: 3: [975, 265, 1016, 290]
- notice-kurebhar: [957, 22, 1534, 642]
- notice-ref: पत्रांक संख्या-02/26-27/टेण्डर: [596, 113, 718, 125]
- work-name: सामुदायिक शौचालय के सामने इंटरलॉकिंग निर्माण कार्य।: [1016, 240, 1418, 265]
- rules-title: नियम व शर्तें :-: [968, 896, 1032, 910]
- rule-item: 17. सामग्री आपूर्ति के संबंध में शर्तें व अन्य जानकारी किसी भी कार्य दिवस को ग्राम पंचायत कार्यालय से प्राप्त की जा सकती है।: [989, 1177, 1522, 1192]
- notice-date: दिनांक 08/04/2026: [665, 1679, 752, 1691]
- notice-title: कार्यालय ग्राम पंचायत-राजापुर: [586, 804, 946, 845]
- signature-sachiv: विजय प्रताप ग्राम सचिव ग्राम पंचायत - लोहंदी खुर्द वि0ख0-सीटी, मिर्जापुर: [439, 1433, 535, 1490]
- notice-title: कार्यालय ग्राम पंचायत-लोहंदी कला: [586, 24, 946, 66]
- works-table-head: क्र0 सं. कार्य का नाम अनुमानित लागत (रु. में): [975, 177, 1516, 216]
- color-swatch: [1065, 2374, 1079, 2382]
- signature-pradhan: श्याम लाल यादव ग्राम प्रधान ग्राम पंचायत - लोहंदी खुर्द वि0ख0-सीटी, मिर्जापुर: [259, 1433, 355, 1490]
- row-number: 5: [975, 315, 1016, 340]
- works-table-row: [975, 340, 1516, 364]
- rule-item: 11. सीमेंट की आपूर्ति हेतु अधिकृत डीलर ही निविदा में भाग ले सकेगा।: [989, 1088, 1522, 1103]
- color-swatch: [998, 2374, 1012, 2382]
- photo-top-panel: [3, 179, 208, 267]
- notice-body: सर्वसाधारण को सूचित किया जाता है कि ग्राम पंचायत द्वारा वर्ष 2026-27 में मनरेगा/केन्द्रीय वित्त/पंचम राज्य वित्त/स्वच्छ भारत मिशन/आर.जी.एस.ए. योजनान्तर्गत व ग्राम पंचायत के अन्य निधियों से प्राप्त होने वाली धनराशि से ग्राम पंचायत में कराये जाने वाले कार्यों में सामग्री आपूर्ति हेतु व्यापार कर/आयकर विभाग में पंजीकृत फर्मों को निविदा प्रकाशन के माध्यम से निम्नवत सामग्री आपूर्ति हेतु आमंत्रित किया जाता है। सभी प्रकार के बालू, सीमेंट, ईंट, इंटरलॉकिंग ईंट, ब्रिक मिट्टी, स्टोन गिट्टी, सोलिंग, राउण्डेड स्टील बार, स्टील/सरिया, माइल्ड स्टील, प्राइमर व पेंट, चूना, डिस्टेम्पर, स्टील/एल्युमिनियम दरवाजा खिड़की, ह्यूम पाईप, मोरंग, मिक्स मैटेरियल, सोलर लाइट, टैंकर, ढक्कन, बेंच, प्लास्टिक पानी टंकी, टाईल्स, कोटा स्टोन, इलेक्ट्रिक सामग्री, फर्नीचर, कंप्यूटर सामग्री एवं अन्य सामग्री हेतु स्टॉकिस्ट/निर्माता/अधिकृत विक्रेता तथा मिक्सर मशीन/रोलर, ट्रैक्टर, ट्रॉली, जेसीबी व अन्य मशीनरी किराये पर आपूर्ति करने वाली फर्में अपनी निविदा ग्राम पंचायत कार्यालय में जमा कर सकती हैं। इच्छुक आपूर्तिकर्ता फर्म निविदा प्रपत्र कार्यालय से किसी भी कार्यदिवस में मूल्य 500/- रुपया में प्राप्त कर सकते हैं। इच्छुक फर्म सामग्री दर (कार्यस्थल तक आपूर्ति एवं अनुमन्य कर सहित) बन्द लिफाफे में पंजीयन प्रमाण पत्र स्वहस्ताक्षरित छायाप्रति के साथ जमा करना होगा। टेण्डर दिनांक 15.04.2026 दिन बुधवार को ग्राम पंचायत कार्यालय में समय 11:00 बजे खोला जायेगा। टेण्डरदाता जो उपस्थित रहना चाहते हैं वे रह सकते हैं। जिस फर्म का टेण्डर न्यूनतम होगा उसकी दर स्वीकृत किया जायेगा तथा स्वीकृत फर्म को धरोहर राशि रुपया 5000/- का राष्ट्रीयकृत बैंक की एफ.डी.आर. ग्राम प्रधान के नाम से जमा करना होगा। टेण्डर बिना कारण बताये निरस्त करने का अधिकार ग्राम पंचायत में निहित होगा। टेण्डर संबंधित अन्य जानकारी हेतु किसी भी कार्यदिवस में सम्पर्क कर सकते हैं।: [227, 155, 567, 447]
- color-swatch: [461, 2374, 475, 2382]
- estimated-cost: 04.97 लाख: [1418, 290, 1516, 315]
- notice-meta: [393, 1673, 762, 1694]
- color-swatch: [310, 2374, 324, 2382]
- kurebhar-date: दिनांक 10/04/2026: [1435, 70, 1522, 81]
- color-swatch: [1014, 2374, 1029, 2382]
- color-swatch: [897, 2374, 911, 2382]
- row-number: 2: [975, 240, 1016, 265]
- notice-date: दिनांक 08/04/2026: [848, 892, 936, 904]
- row-number: 6: [975, 340, 1016, 364]
- notice-ref: पत्रांक संख्या-08/26-27/टेण्डर: [1166, 1679, 1288, 1691]
- color-swatch: [981, 2374, 995, 2382]
- notice-date: दिनांक 08/04/2026: [479, 892, 567, 904]
- harpur-sub: अल्पकालिक निविदा/सामग्री आपूर्ति सूचना: [1123, 763, 1367, 782]
- notice-subtitle: वि0ख0-सीटी मिर्जापुर: [1157, 1632, 1532, 1673]
- color-swatch: [427, 2374, 442, 2382]
- notice-sub: निविदा सूचना: [363, 913, 431, 929]
- notice-ref: पत्रांक संख्या-04/26-27/टेण्डर: [596, 892, 718, 904]
- column-divider: [211, 0, 212, 1582]
- notice-harpur-barwan: [957, 649, 1534, 1580]
- notice-title: कार्यालय ग्राम पंचायत-दिलमन: [393, 1590, 762, 1632]
- notice-sub: निविदा सूचना: [162, 1699, 229, 1715]
- notice-title: कार्यालय ग्राम पंचायत-गोपालपुर: [217, 24, 577, 66]
- rule-item: 5. जो दरें प्रस्तुत की जायें वह जी0एस0टी0 सहित व अन्य कर जोड़कर प्रस्तुत की जायें।: [989, 984, 1522, 1000]
- notice-subtitle: वि0ख0-सीटी मिर्जापुर: [11, 1632, 380, 1673]
- color-swatch: [343, 2374, 358, 2382]
- notice-title: कार्यालय ग्राम पंचायत-जिउती: [775, 1590, 1144, 1632]
- notice-signatures: [393, 2216, 762, 2276]
- notice-subtitle: वि0ख0-सीटी मिर्जापुर: [775, 1632, 1144, 1673]
- notice-meta: [11, 1673, 380, 1694]
- signature-pradhan: विनोद कुमार सिंह ग्राम प्रधान ग्राम पंचायत - राजापुर वि0ख0-सीटी, मिर्जापुर: [632, 1433, 720, 1490]
- color-swatch: [830, 2374, 844, 2382]
- rule-item: 8. प्राप्त दरें 31.03.2027 तक के लिए मान्य होगी।: [989, 1029, 1522, 1044]
- signature-pradhan: गीता करणीधन प्रधान ग्रा0पं0 कूरेभार वि0ख0 कूरेभार सुलतानपुर: [1020, 427, 1184, 471]
- masthead: [0, 0, 209, 64]
- notice-title: कार्यालय ग्राम पंचायत-चपउर कला: [1157, 1590, 1532, 1632]
- signature-sachiv: विशाल सोनकर ग्राम सचिव ग्राम पंचायत - दिलमन देवरिया वि0ख0-सीटी, मिर्जापुर: [613, 2217, 727, 2275]
- print-color-bar: [8, 2370, 1526, 2383]
- color-swatch: [260, 2374, 274, 2382]
- color-swatch: [662, 2374, 677, 2382]
- work-name: कम्पोजिट विद्यालय कूरेभार में स्मार्ट कक्षा का निर्माण कार्य।: [1016, 265, 1418, 290]
- color-swatch: [813, 2374, 828, 2382]
- issue-date: लखनऊ, शनिवार, 11 अप्रैल 2026: [6, 47, 145, 59]
- lead-story: [3, 74, 208, 1580]
- notice-signatures: [586, 651, 946, 712]
- rule-item: 15. आपूर्ति दर स्वीकृत होने तथा ग्राम पंचायत को अनुबन्ध करने के उपरान्त आपूर्ति करनी होगी।: [989, 1147, 1522, 1163]
- color-swatch: [125, 2374, 140, 2382]
- color-swatch: [276, 2374, 291, 2382]
- notice-meta: [217, 887, 577, 908]
- lead-headline: घर में घुसकर मां बेटी पर फेंका ज्वलनशील पदार्थ, बेटी की मौत: [3, 75, 186, 167]
- color-swatch: [25, 2374, 39, 2382]
